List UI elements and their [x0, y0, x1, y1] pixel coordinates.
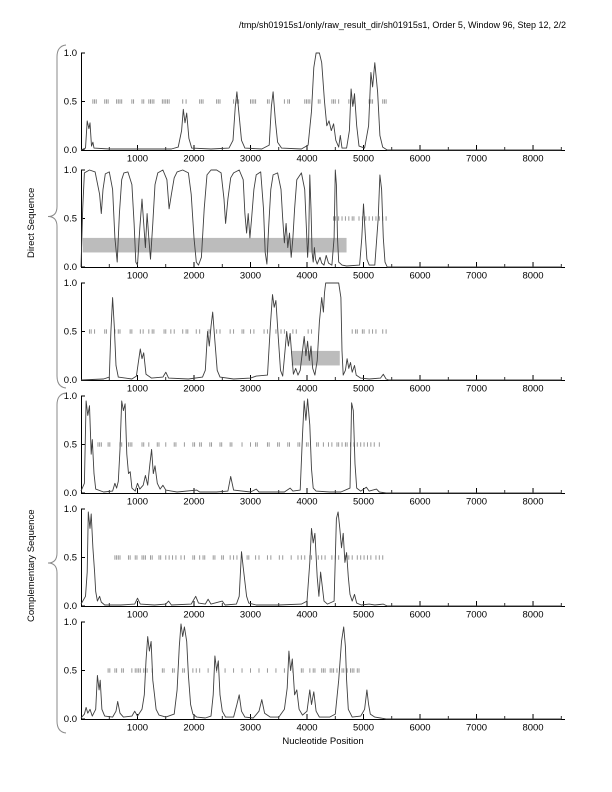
x-tick-label: 2000	[183, 270, 205, 282]
x-tick-label: 6000	[409, 722, 431, 734]
x-tick-label: 4000	[296, 270, 318, 282]
x-tick-label: 5000	[352, 153, 375, 165]
x-tick-label: 2000	[183, 609, 205, 621]
x-tick-label: 8000	[522, 270, 544, 282]
x-tick-label: 2000	[183, 496, 205, 508]
x-tick-label: 6000	[409, 609, 431, 621]
x-tick-label: 3000	[239, 609, 262, 621]
panel-direct-frame-3	[64, 278, 565, 394]
panel-direct-frame-1	[64, 48, 565, 164]
x-tick-label: 4000	[296, 153, 318, 165]
x-tick-label: 4000	[296, 609, 318, 621]
x-tick-label: 4000	[296, 496, 318, 508]
y-tick-label: 0.0	[63, 714, 77, 726]
y-tick-label: 0.0	[63, 601, 77, 613]
y-tick-label: 0.0	[63, 262, 77, 274]
x-tick-label: 6000	[409, 153, 431, 165]
x-tick-label: 4000	[296, 722, 318, 734]
y-tick-label: 1.0	[63, 48, 77, 60]
x-tick-label: 5000	[352, 609, 375, 621]
x-tick-label: 1000	[126, 153, 149, 165]
x-tick-label: 5000	[352, 496, 375, 508]
x-tick-label: 5000	[352, 383, 375, 395]
probability-curve	[81, 53, 561, 150]
y-tick-label: 1.0	[63, 278, 77, 290]
y-tick-label: 0.0	[63, 375, 77, 387]
direct-sequence-group-label: Direct Sequence	[26, 187, 37, 258]
y-tick-label: 0.0	[63, 145, 77, 157]
y-tick-label: 1.0	[63, 391, 77, 403]
x-axis-label: Nucleotide Position	[282, 736, 364, 747]
x-tick-label: 3000	[239, 153, 262, 165]
x-tick-label: 8000	[522, 496, 544, 508]
x-tick-label: 7000	[465, 722, 488, 734]
y-tick-label: 0.5	[63, 665, 77, 677]
chart-title: /tmp/sh01915s1/only/raw_result_dir/sh01915s1, Order 5, Window 96, Step 12, 2/2	[238, 20, 566, 30]
probability-curve	[81, 399, 561, 493]
panel-complementary-frame-1	[64, 391, 565, 507]
x-tick-label: 7000	[465, 383, 488, 395]
x-tick-label: 1000	[126, 270, 149, 282]
y-tick-label: 1.0	[63, 617, 77, 629]
y-tick-label: 0.5	[63, 96, 77, 108]
x-tick-label: 7000	[465, 270, 488, 282]
x-tick-label: 3000	[239, 722, 262, 734]
x-tick-label: 7000	[465, 153, 488, 165]
y-tick-label: 0.0	[63, 488, 77, 500]
x-tick-label: 1000	[126, 722, 149, 734]
x-tick-label: 4000	[296, 383, 318, 395]
y-tick-label: 1.0	[63, 504, 77, 516]
y-tick-label: 0.5	[63, 439, 77, 451]
y-tick-label: 0.5	[63, 213, 77, 225]
panel-axes	[81, 170, 565, 268]
x-tick-label: 1000	[126, 609, 149, 621]
y-tick-label: 0.5	[63, 326, 77, 338]
x-tick-label: 3000	[239, 496, 262, 508]
x-tick-label: 6000	[409, 383, 431, 395]
x-tick-label: 3000	[239, 270, 262, 282]
x-tick-label: 2000	[183, 722, 205, 734]
x-tick-label: 8000	[522, 609, 544, 621]
probability-curve	[81, 283, 561, 380]
probability-curve	[81, 624, 561, 719]
x-tick-label: 6000	[409, 496, 431, 508]
panel-direct-frame-2	[64, 165, 565, 281]
x-tick-label: 2000	[183, 153, 205, 165]
x-tick-label: 6000	[409, 270, 431, 282]
y-tick-label: 0.5	[63, 552, 77, 564]
y-tick-label: 1.0	[63, 165, 77, 177]
predicted-region	[292, 351, 340, 366]
x-tick-label: 5000	[352, 270, 375, 282]
x-tick-label: 8000	[522, 153, 544, 165]
panel-complementary-frame-3	[64, 617, 565, 733]
complementary-sequence-group-label: Complementary Sequence	[26, 509, 37, 622]
x-tick-label: 5000	[352, 722, 375, 734]
x-tick-label: 7000	[465, 496, 488, 508]
x-tick-label: 7000	[465, 609, 488, 621]
x-tick-label: 8000	[522, 383, 544, 395]
x-tick-label: 2000	[183, 383, 205, 395]
x-tick-label: 3000	[239, 383, 262, 395]
panel-complementary-frame-2	[64, 504, 565, 620]
x-tick-label: 1000	[126, 496, 149, 508]
probability-curve	[81, 512, 561, 606]
x-tick-label: 1000	[126, 383, 149, 395]
x-tick-label: 8000	[522, 722, 544, 734]
